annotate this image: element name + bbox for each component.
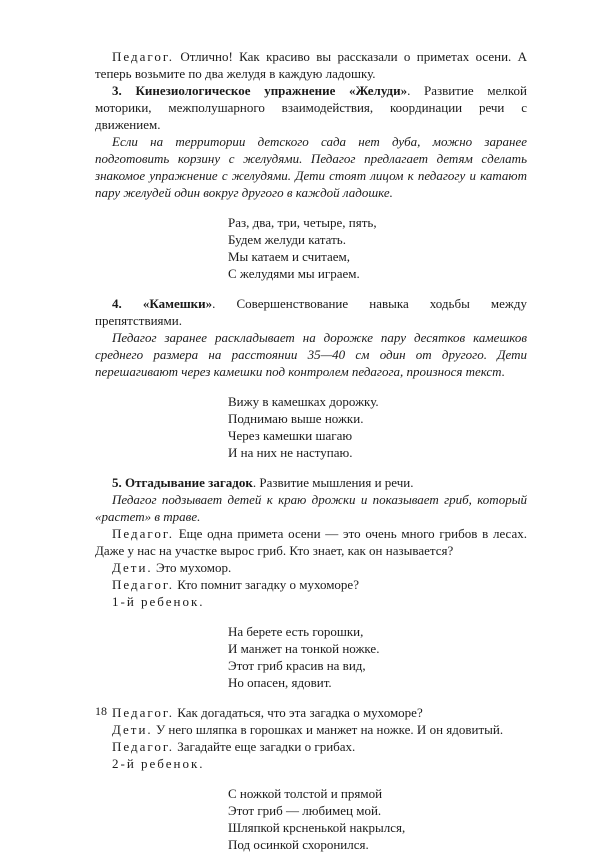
section-3-intro bbox=[95, 82, 527, 133]
verse-line: На берете есть горошки, bbox=[228, 624, 364, 639]
section-4-note: Педагог заранее раскладывает на дорожке пару десятков камешков среднего размера на расстоянии 35—40 см один от другого. Дети перешагивают через камешки под контролем педагога, произнося текст. bbox=[95, 330, 527, 379]
speaker-label: 1-й ребенок. bbox=[112, 594, 205, 609]
verse-line: Через камешки шагаю bbox=[228, 428, 353, 443]
dialogue-text: Кто помнит загадку о мухоморе? bbox=[174, 577, 359, 592]
dialogue-text: Отлично! Как красиво вы рассказали о приметах осени. А теперь возьмите по два желудя в каждую ладошку. bbox=[95, 49, 527, 81]
verse-line: Но опасен, ядовит. bbox=[228, 675, 332, 690]
section-3-heading: 3. Кинезиологическое упражнение «Желуди» bbox=[112, 83, 408, 98]
verse-line: Раз, два, три, четыре, пять, bbox=[228, 215, 377, 230]
verse-line: Поднимаю выше ножки. bbox=[228, 411, 364, 426]
page-body bbox=[95, 48, 527, 853]
page-number: 18 bbox=[95, 704, 107, 718]
dialogue-text: Загадайте еще загадки о грибах. bbox=[174, 739, 356, 754]
verse-4 bbox=[228, 785, 527, 853]
verse-2 bbox=[228, 393, 527, 461]
verse-line: Шляпкой крсненькой накрылся, bbox=[228, 820, 406, 835]
speaker-label: Педагог. bbox=[112, 577, 174, 592]
verse-line: С желудями мы играем. bbox=[228, 266, 360, 281]
verse-line: Под осинкой схоронился. bbox=[228, 837, 369, 852]
verse-line: И на них не наступаю. bbox=[228, 445, 353, 460]
dialogue-text: У него шляпка в горошках и манжет на ножке. И он ядовитый. bbox=[152, 722, 504, 737]
dialogue-text: Еще одна примета осени — это очень много грибов в лесах. Даже у нас на участке вырос гриб. Кто знает, как он называется? bbox=[95, 526, 527, 558]
dialogue-line bbox=[95, 576, 527, 593]
section-5-text: . Развитие мышления и речи. bbox=[252, 475, 414, 490]
verse-line: Этот гриб красив на вид, bbox=[228, 658, 366, 673]
verse-3 bbox=[228, 623, 527, 691]
verse-line: Будем желуди катать. bbox=[228, 232, 346, 247]
speaker-label: 2-й ребенок. bbox=[112, 756, 205, 771]
section-4-heading: 4. «Камешки» bbox=[112, 296, 213, 311]
dialogue-line bbox=[95, 704, 527, 721]
speaker-label: Дети. bbox=[112, 722, 153, 737]
dialogue-line bbox=[95, 525, 527, 559]
speaker-label: Педагог. bbox=[112, 526, 174, 541]
section-5-heading: 5. Отгадывание загадок bbox=[112, 475, 253, 490]
dialogue-text: Как догадаться, что эта загадка о мухоморе? bbox=[174, 705, 423, 720]
section-4-text: . Совершенствование навыка ходьбы между препятствиями. bbox=[95, 296, 527, 328]
verse-line: И манжет на тонкой ножке. bbox=[228, 641, 380, 656]
verse-line: Мы катаем и считаем, bbox=[228, 249, 351, 264]
paragraph-1 bbox=[95, 48, 527, 82]
section-5-intro bbox=[95, 474, 527, 491]
speaker-label: Педагог. bbox=[112, 739, 174, 754]
dialogue-line bbox=[95, 559, 527, 576]
speaker-label: Педагог. bbox=[112, 49, 174, 64]
verse-line: Вижу в камешках дорожку. bbox=[228, 394, 379, 409]
dialogue-line bbox=[95, 738, 527, 755]
section-3-text: . Развитие мелкой моторики, межполушарного взаимодействия, координации речи с движением. bbox=[95, 83, 527, 132]
verse-line: С ножкой толстой и прямой bbox=[228, 786, 383, 801]
section-5-note: Педагог подзывает детей к краю дрожки и показывает гриб, который «растет» в траве. bbox=[95, 492, 527, 524]
speaker-label: Дети. bbox=[112, 560, 153, 575]
dialogue-text: Это мухомор. bbox=[152, 560, 232, 575]
speaker-label: Педагог. bbox=[112, 705, 174, 720]
verse-line: Этот гриб — любимец мой. bbox=[228, 803, 382, 818]
section-3-note: Если на территории детского сада нет дуба, можно заранее подготовить корзину с желудями. Педагог предлагает детям сделать знакомое упражнение с желудями. Дети стоят лицом к педагогу и катают пару желудей один вокруг другого в каждой ладошке. bbox=[95, 134, 527, 200]
section-4-intro bbox=[95, 295, 527, 329]
verse-1 bbox=[228, 214, 527, 282]
dialogue-line bbox=[95, 593, 527, 610]
dialogue-line bbox=[95, 721, 527, 738]
dialogue-line bbox=[95, 755, 527, 772]
